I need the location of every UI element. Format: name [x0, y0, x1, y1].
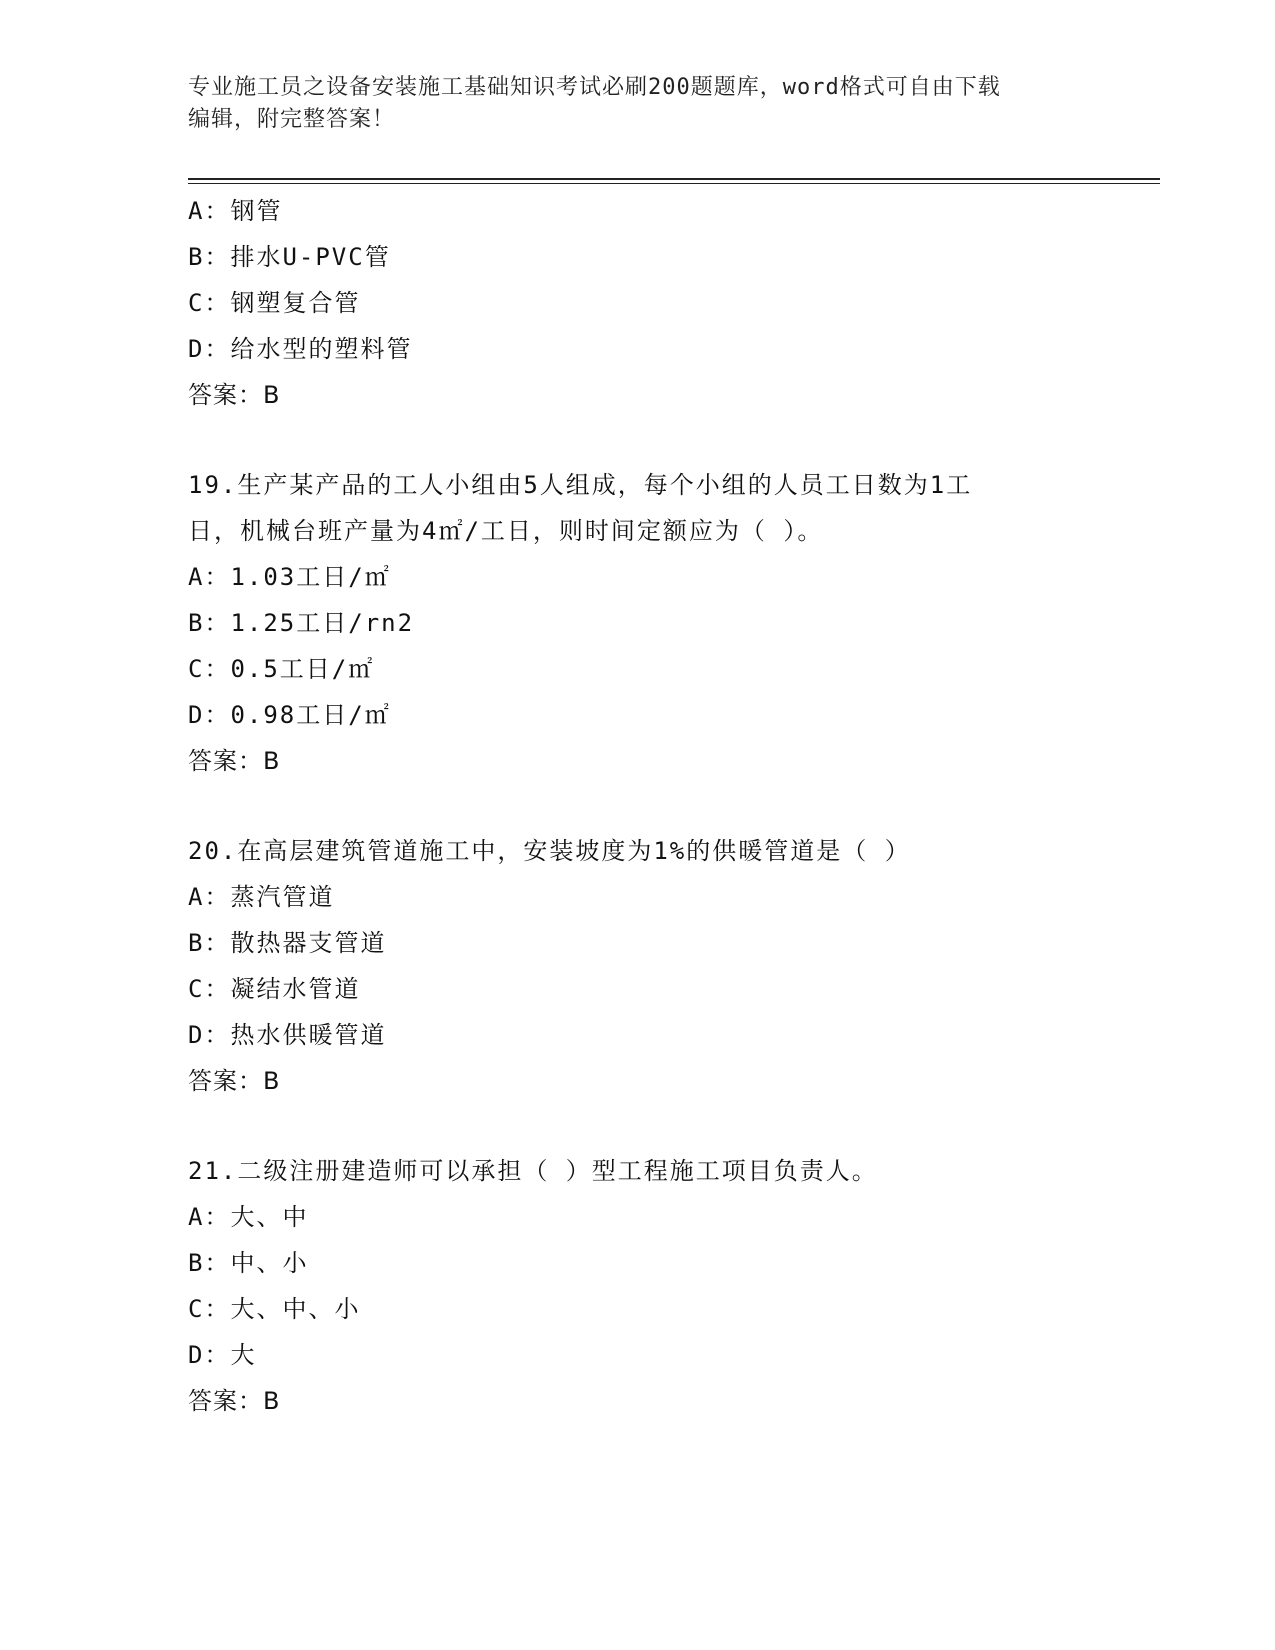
answer-line: 答案：B: [188, 1067, 281, 1095]
header-line-2: 编辑，附完整答案！: [188, 107, 396, 132]
answer-line: 答案：B: [188, 1387, 281, 1415]
option-c: C：凝结水管道: [188, 975, 361, 1003]
header-divider-thin: [188, 183, 1160, 184]
option-c: C：0.5工日/㎡: [188, 655, 375, 683]
answer-line: 答案：B: [188, 747, 281, 775]
answer-line: 答案：B: [188, 381, 281, 409]
option-d: D：给水型的塑料管: [188, 335, 413, 363]
question-stem-line-1: 19.生产某产品的工人小组由5人组成，每个小组的人员工日数为1工: [188, 471, 973, 499]
option-c: C：大、中、小: [188, 1295, 361, 1323]
question-20: [188, 828, 1088, 1104]
header-line-1: 专业施工员之设备安装施工基础知识考试必刷200题题库，word格式可自由下载: [188, 75, 1001, 100]
option-b: B：散热器支管道: [188, 929, 387, 957]
question-list: [188, 188, 1088, 1424]
option-b: B：排水U-PVC管: [188, 243, 391, 271]
option-d: D：大: [188, 1341, 257, 1369]
option-d: D：0.98工日/㎡: [188, 701, 391, 729]
option-b: B：中、小: [188, 1249, 309, 1277]
question-stem: 21.二级注册建造师可以承担（ ）型工程施工项目负责人。: [188, 1157, 878, 1185]
question-21: [188, 1148, 1088, 1424]
option-c: C：钢塑复合管: [188, 289, 361, 317]
header-divider: [188, 178, 1160, 180]
option-a: A：1.03工日/㎡: [188, 563, 391, 591]
document-header: [188, 72, 1088, 136]
question-stem: 20.在高层建筑管道施工中，安装坡度为1%的供暖管道是（ ）: [188, 837, 911, 865]
option-a: A：蒸汽管道: [188, 883, 335, 911]
option-a: A：大、中: [188, 1203, 309, 1231]
option-a: A：钢管: [188, 197, 283, 225]
question-18-continued: [188, 188, 1088, 418]
question-19: [188, 462, 1088, 784]
question-stem-line-2: 日，机械台班产量为4㎡/工日，则时间定额应为（ ）。: [188, 517, 824, 545]
option-d: D：热水供暖管道: [188, 1021, 387, 1049]
option-b: B：1.25工日/rn2: [188, 609, 415, 637]
